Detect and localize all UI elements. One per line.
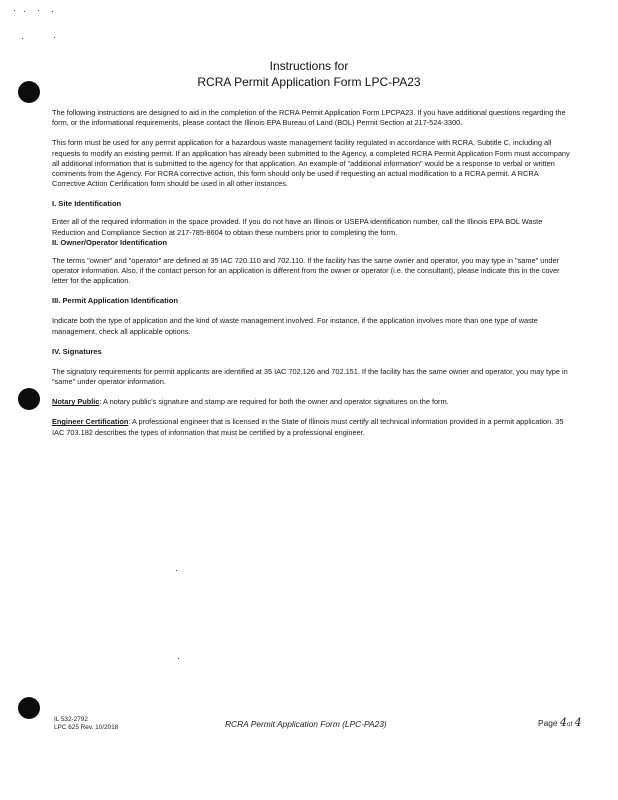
section-3-heading: III. Permit Application Identification [52,296,178,306]
footer-form-name: RCRA Permit Application Form (LPC-PA23) [225,719,387,729]
section-3-body: Indicate both the type of application and the kind of waste management involved. For instance, if the application involves more than one type of waste management, check all applicable options. [52,316,538,336]
title-line-1: Instructions for [269,59,349,73]
notary-paragraph [52,397,572,407]
scan-speck [178,658,179,659]
form-code [54,716,118,732]
title-line-2: RCRA Permit Application Form LPC-PA23 [197,75,421,89]
form-code-line-1: IL 532-2792 [54,716,88,723]
section-4-heading: IV. Signatures [52,346,102,356]
scan-speck [52,11,53,12]
scan-speck [22,38,23,39]
page-of-label: of [566,721,573,728]
punch-hole-bottom [18,697,40,719]
section-2-heading: II. Owner/Operator Identification [52,237,167,247]
punch-hole-middle [18,388,40,410]
instructions-body [52,108,572,448]
scan-speck [176,570,177,571]
scan-speck [54,37,55,38]
engineer-paragraph [52,417,572,437]
intro-paragraph-1: The following instructions are designed to aid in the completion of the RCRA Permit Application Form LPCPA23. If you have additional questions regarding the form, or the informational requirements, please contact the Illinois EPA Bureau of Land (BOL) Permit Section at 217-524-3300. [52,108,566,128]
page-label: Page [538,718,558,728]
page-total-handwritten: 4 [574,716,582,729]
section-4-body: The signatory requirements for permit applicants are identified at 35 IAC 702.126 and 702.151. If the facility has the same owner and operator, you may type in "same" under operator information. [52,366,568,387]
notary-text: : A notary public's signature and stamp are required for both the owner and operator signatures on the form. [99,397,449,407]
engineer-text: : A professional engineer that is licensed in the State of Illinois must certify all technical information provided in a permit application. 35 IAC 703.182 describes the types of information that must be certified by a professional engineer. [52,417,564,437]
intro-paragraph-2: This form must be used for any permit application for a hazardous waste management facility regulated in accordance with RCRA, Subtitle C, including all requests to modify an existing permit. If an application has already been submitted to the Agency, a completed RCRA Permit Application Form must accompany all additional information that is submitted to the agency for that application. An example of "additional information" would be a response to verbal or written comments from the Agency. For RCRA corrective action, this form should only be used if requesting an actual modification to a RCRA permit. A RCRA Corrective Action Certification form should be used in all other instances. [52,138,570,189]
form-code-line-2: LPC 625 Rev. 10/2018 [54,724,119,731]
page-number [538,716,582,729]
page-current-handwritten: 4 [559,716,567,729]
engineer-label: Engineer Certification [52,417,129,427]
scan-speck [38,10,39,11]
section-1-heading: I. Site Identification [52,199,122,209]
section-2-body: The terms "owner" and "operator" are defined at 35 IAC 720.110 and 702.110. If the facility has the same owner and operator, you may type in "same" under operator information. Also, if the contact person for an application is different from the owner or operator (i.e. the consultant), please indicate this in the cover letter for the application. [52,255,560,286]
section-1-body: Enter all of the required information in the space provided. If you do not have an Illinois or USEPA identification number, call the Illinois EPA BOL Waste Reduction and Compliance Section at 217-785-8604 to obtain these numbers prior to completing the form. [52,217,543,237]
notary-label: Notary Public [52,397,100,407]
scan-speck [14,10,15,11]
scan-speck [24,11,25,12]
